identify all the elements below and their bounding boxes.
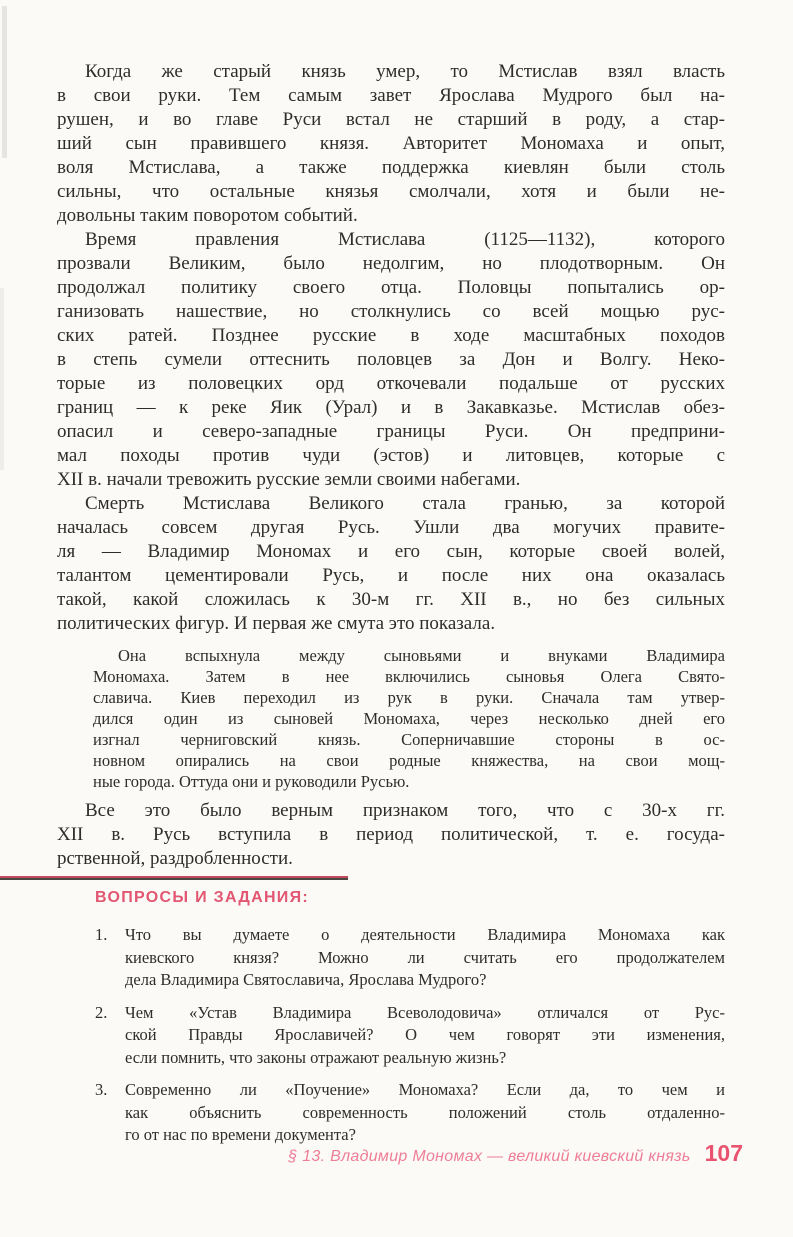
question-number: 2. <box>95 1002 108 1022</box>
text-line: торые из половецких орд откочевали подальше от русских <box>57 373 725 394</box>
text-line: такой, какой сложилась к 30-м гг. XII в., но без сильных <box>57 589 725 610</box>
inset-paragraph <box>93 645 725 792</box>
text-line: в степь сумели оттеснить половцев за Дон и Волгу. Неко- <box>57 349 725 370</box>
text-line: изгнал черниговский князь. Соперничавшие стороны в ос- <box>93 730 725 749</box>
questions-section <box>95 889 725 1157</box>
question-text <box>125 1079 725 1147</box>
text-line: границ — к реке Яик (Урал) и в Закавказье. Мстислав обез- <box>57 397 725 418</box>
section-divider-rule <box>0 876 348 880</box>
text-line: воля Мстислава, а также поддержка киевлян были столь <box>57 157 725 178</box>
paragraph <box>57 60 725 228</box>
questions-list <box>95 924 725 1147</box>
text-line: ганизовать нашествие, но столкнулись со всей мощью рус- <box>57 301 725 322</box>
question-item <box>95 1079 725 1147</box>
text-line: политических фигур. И первая же смута это показала. <box>57 613 496 634</box>
question-item <box>95 924 725 992</box>
paragraph <box>57 492 725 636</box>
text-line: продолжал политику своего отца. Половцы попытались ор- <box>57 277 725 298</box>
body-text <box>57 60 725 871</box>
text-line: началась совсем другая Русь. Ушли два могучих правите- <box>57 517 725 538</box>
question-item <box>95 1002 725 1070</box>
text-line: Смерть Мстислава Великого стала гранью, за которой <box>85 493 725 514</box>
text-line: рушен, и во главе Руси встал не старший в роду, а стар- <box>57 109 725 130</box>
questions-heading: ВОПРОСЫ И ЗАДАНИЯ: <box>95 889 310 906</box>
text-line: ских ратей. Позднее русские в ходе масштабных походов <box>57 325 725 346</box>
scan-edge-artifact <box>2 6 7 158</box>
text-line: рственной, раздробленности. <box>57 848 293 869</box>
text-line: Чем «Устав Владимира Всеволодовича» отличался от Рус- <box>125 1002 725 1022</box>
text-line: прозвали Великим, было недолгим, но плодотворным. Он <box>57 253 725 274</box>
text-line: Мономаха. Затем в нее включились сыновья Олега Свято- <box>93 667 725 686</box>
text-line: дела Владимира Святославича, Ярослава Мудрого? <box>125 970 487 989</box>
text-line: Она вспыхнула между сыновьями и внуками Владимира <box>118 646 725 665</box>
text-line: XII в. начали тревожить русские земли своими набегами. <box>57 469 521 490</box>
question-number: 1. <box>95 925 108 944</box>
text-line: ской Правды Ярославичей? О чем говорят эти изменения, <box>125 1025 725 1044</box>
text-line: славича. Киев переходил из рук в руки. Сначала там утвер- <box>93 688 725 707</box>
running-footer-caption: § 13. Владимир Мономах — великий киевский князь <box>288 1148 691 1165</box>
text-line: XII в. Русь вступила в период политической, т. е. госуда- <box>57 824 725 845</box>
scan-edge-artifact <box>0 288 4 470</box>
text-line: в свои руки. Тем самым завет Ярослава Мудрого был на- <box>57 85 725 106</box>
text-line: Что вы думаете о деятельности Владимира Мономаха как <box>125 925 725 944</box>
text-line: Все это было верным признаком того, что с 30-х гг. <box>85 800 725 821</box>
text-line: Когда же старый князь умер, то Мстислав взял власть <box>85 61 725 82</box>
text-line: опасил и северо-западные границы Руси. Он предприни- <box>57 421 725 442</box>
text-line: ля — Владимир Мономах и его сын, которые своей волей, <box>57 541 725 562</box>
text-line: талантом цементировали Русь, и после них она оказалась <box>57 565 725 586</box>
text-line: ший сын правившего князя. Авторитет Мономаха и опыт, <box>57 133 725 154</box>
text-line: довольны таким поворотом событий. <box>57 205 358 226</box>
text-line: сильны, что остальные князья смолчали, хотя и были не- <box>57 181 725 202</box>
text-line: новном опирались на свои родные княжества, на свои мощ- <box>93 751 725 770</box>
question-text <box>125 1002 725 1070</box>
text-line: Современно ли «Поучение» Мономаха? Если да, то чем и <box>125 1080 725 1099</box>
text-line: мал походы против чуди (эстов) и литовцев, которые с <box>57 445 725 466</box>
text-line: ные города. Оттуда они и руководили Русью. <box>93 772 410 791</box>
page-footer <box>288 1140 743 1167</box>
question-text <box>125 924 725 992</box>
text-line: дился один из сыновей Мономаха, через несколько дней его <box>93 709 725 728</box>
text-line: если помнить, что законы отражают реальную жизнь? <box>125 1047 507 1067</box>
paragraph <box>57 228 725 492</box>
paragraph <box>57 799 725 871</box>
page-number: 107 <box>704 1140 743 1166</box>
text-line: киевского князя? Можно ли считать его продолжателем <box>125 947 725 967</box>
text-line: Время правления Мстислава (1125—1132), которого <box>85 229 725 250</box>
text-line: как объяснить современность положений столь отдаленно- <box>125 1102 725 1122</box>
question-number: 3. <box>95 1080 108 1099</box>
text-line: го от нас по времени документа? <box>125 1125 356 1144</box>
